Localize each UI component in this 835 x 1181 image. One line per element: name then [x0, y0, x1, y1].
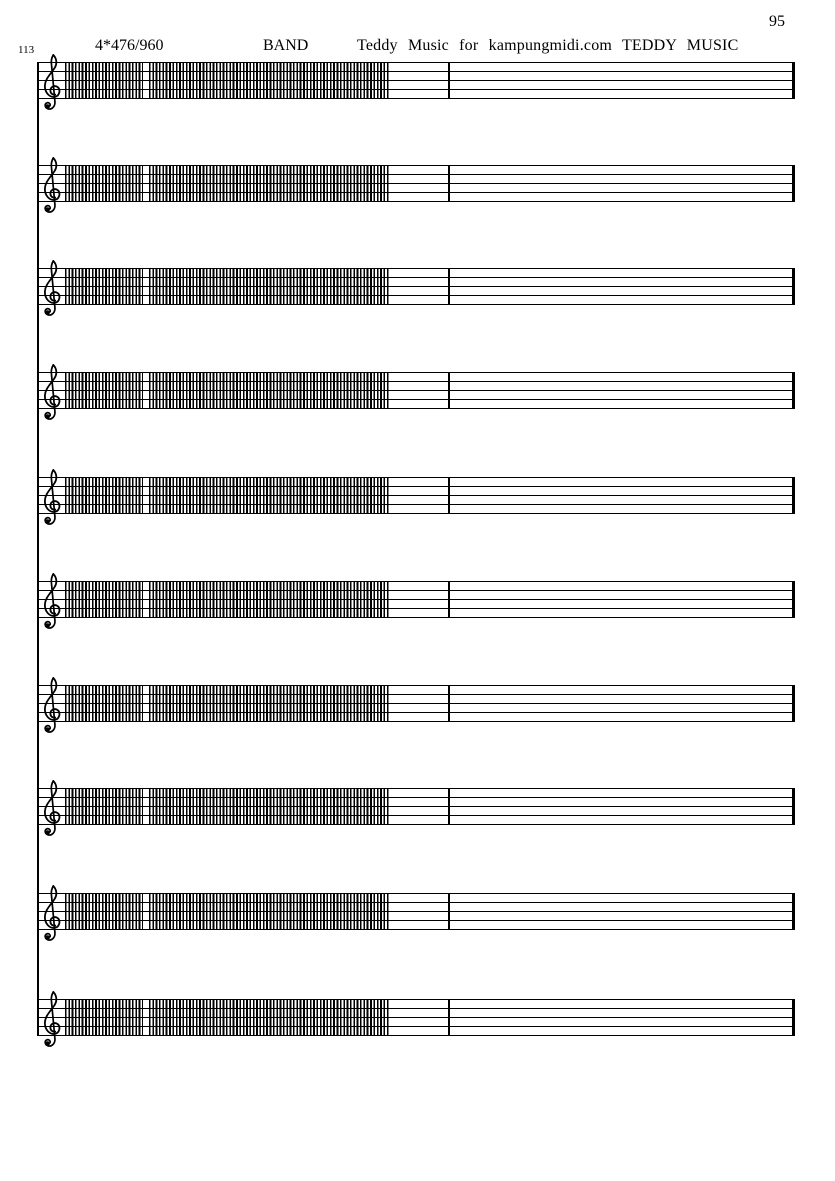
- barline-mid: [448, 999, 450, 1036]
- barline-final: [792, 165, 795, 202]
- compressed-measures-block-2: [149, 165, 390, 202]
- barline-mid: [448, 893, 450, 930]
- compressed-measures-block-1: [65, 477, 143, 514]
- treble-clef-icon: [41, 260, 63, 320]
- barline-mid: [448, 477, 450, 514]
- treble-clef-icon: [41, 991, 63, 1051]
- compressed-measures-block-1: [65, 372, 143, 409]
- barline-final: [792, 62, 795, 99]
- measure-number: 113: [18, 44, 35, 56]
- barline-final: [792, 581, 795, 618]
- compressed-measures-block-1: [65, 581, 143, 618]
- compressed-measures-block-2: [149, 581, 390, 618]
- compressed-measures-block-1: [65, 893, 143, 930]
- barline-final: [792, 893, 795, 930]
- compressed-measures-block-2: [149, 685, 390, 722]
- header-title: BAND: [263, 37, 309, 54]
- treble-clef-icon: [41, 157, 63, 217]
- system-start-line: [37, 62, 39, 1036]
- barline-mid: [448, 268, 450, 305]
- barline-mid: [448, 788, 450, 825]
- compressed-measures-block-1: [65, 62, 143, 99]
- compressed-measures-block-1: [65, 268, 143, 305]
- treble-clef-icon: [41, 364, 63, 424]
- barline-final: [792, 685, 795, 722]
- header-credit-text: Teddy Music for kampungmidi.com TEDDY MUSIC: [357, 37, 739, 54]
- barline-final: [792, 999, 795, 1036]
- treble-clef-icon: [41, 54, 63, 114]
- page-number: 95: [769, 13, 785, 30]
- treble-clef-icon: [41, 677, 63, 737]
- compressed-measures-block-1: [65, 685, 143, 722]
- compressed-measures-block-2: [149, 268, 390, 305]
- treble-clef-icon: [41, 469, 63, 529]
- barline-mid: [448, 685, 450, 722]
- header-left-text: 4*476/960: [95, 37, 164, 54]
- barline-mid: [448, 62, 450, 99]
- compressed-measures-block-2: [149, 372, 390, 409]
- treble-clef-icon: [41, 780, 63, 840]
- barline-final: [792, 268, 795, 305]
- barline-mid: [448, 581, 450, 618]
- compressed-measures-block-2: [149, 477, 390, 514]
- treble-clef-icon: [41, 885, 63, 945]
- barline-mid: [448, 372, 450, 409]
- compressed-measures-block-2: [149, 999, 390, 1036]
- compressed-measures-block-1: [65, 788, 143, 825]
- treble-clef-icon: [41, 573, 63, 633]
- compressed-measures-block-2: [149, 893, 390, 930]
- compressed-measures-block-2: [149, 62, 390, 99]
- compressed-measures-block-2: [149, 788, 390, 825]
- compressed-measures-block-1: [65, 999, 143, 1036]
- barline-final: [792, 372, 795, 409]
- barline-mid: [448, 165, 450, 202]
- barline-final: [792, 788, 795, 825]
- barline-final: [792, 477, 795, 514]
- compressed-measures-block-1: [65, 165, 143, 202]
